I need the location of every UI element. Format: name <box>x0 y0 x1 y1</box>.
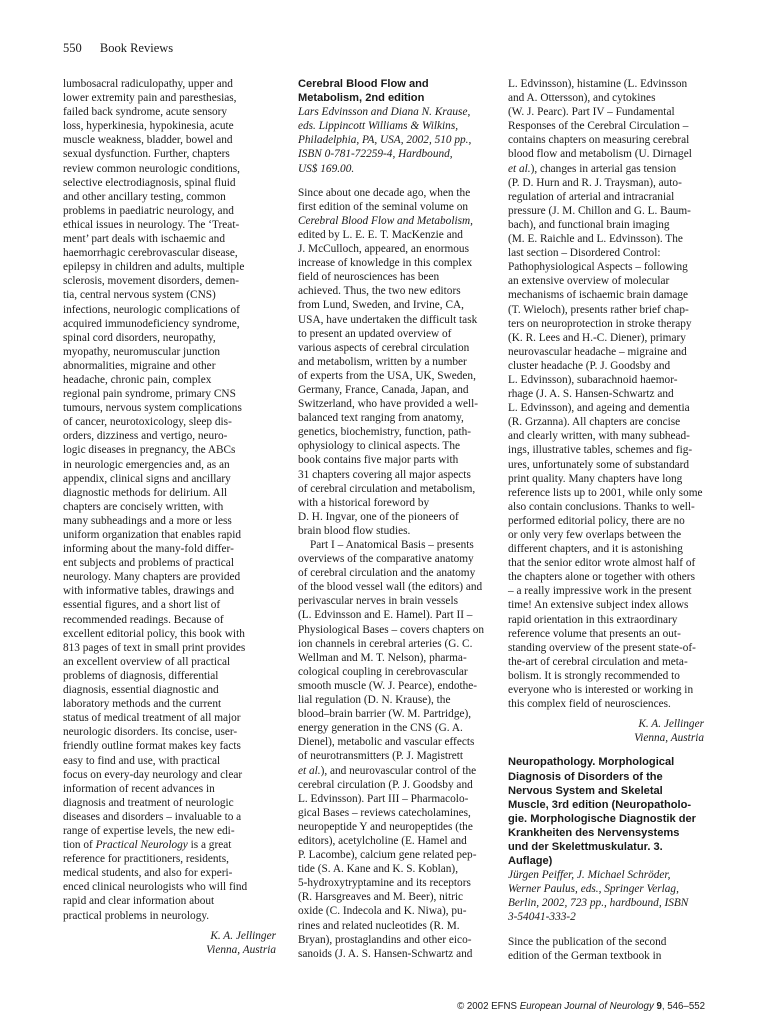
text-line: reference lists up to 2001, while only some <box>508 486 703 499</box>
text-line: Pathophysiological Aspects – following <box>508 261 688 274</box>
text-line: sclerosis, movement disorders, demen- <box>63 275 240 288</box>
text-line: tion of Practical Neurology is a great <box>63 839 232 852</box>
reviewer-signature <box>63 929 276 957</box>
text-line: of cerebral circulation and the anatomy <box>298 567 476 580</box>
text-line: increase of knowledge in this complex <box>298 257 473 270</box>
text-line: muscle weakness, bladder, bowel and <box>63 134 233 147</box>
text-line: epilepsy in children and adults, multiple <box>63 261 245 274</box>
text-line: excellent editorial policy, this book with <box>63 627 245 640</box>
text-line: Nervous System and Skeletal <box>508 784 663 797</box>
text-line: (W. J. Pearc). Part IV – Fundamental <box>508 106 675 119</box>
review-body <box>298 778 488 961</box>
text-line: ters on neuroprotection in stroke therapy <box>508 317 692 330</box>
text-line: from Lund, Sweden, and Irvine, CA, <box>298 299 464 312</box>
text-line: USA, have undertaken the difficult task <box>298 313 478 326</box>
reviewer-place: Vienna, Austria <box>634 732 704 745</box>
text-line: ISBN 0-781-72259-4, Hardbound, <box>298 148 453 161</box>
page-number: 550 <box>63 41 82 55</box>
text-line: focus on every-day neurology and clear <box>63 768 243 781</box>
text-line: medical students, and also for experi- <box>63 867 233 880</box>
text-line: lower extremity pain and paresthesias, <box>63 92 237 105</box>
text-line: ures, unfortunately some of substandard <box>508 458 690 471</box>
text-line: cological coupling in cerebrovascular <box>298 665 468 678</box>
text-line: acquired immunodeficiency syndrome, <box>63 317 240 330</box>
text-line: Philadelphia, PA, USA, 2002, 510 pp., <box>298 134 472 147</box>
text-line: Metabolism, 2nd edition <box>298 92 425 105</box>
text-line: US$ 169.00. <box>298 162 355 175</box>
text-line: ment’ part deals with ischaemic and <box>63 233 225 246</box>
text-line: essential figures, and a short list of <box>63 599 221 612</box>
text-line: easy to find and use, with practical <box>63 754 221 767</box>
reviewer-name: K. A. Jellinger <box>210 929 276 942</box>
reviewer-signature <box>508 717 704 745</box>
text-line: selective electrodiagnosis, spinal fluid <box>63 176 236 189</box>
text-line: sanoids (J. A. S. Hansen-Schwartz and <box>298 947 473 960</box>
text-line: Cerebral Blood Flow and <box>298 78 429 90</box>
text-line: overviews of the comparative anatomy <box>298 553 474 566</box>
text-line: bolism. It is strongly recommended to <box>508 669 680 682</box>
text-line: Muscle, 3rd edition (Neuropatholo- <box>508 798 692 811</box>
text-line: review common neurologic conditions, <box>63 162 240 175</box>
review-body <box>298 552 488 763</box>
text-line: Germany, France, Canada, Japan, and <box>298 383 469 396</box>
text-line: und der Skelettmuskulatur. 3. <box>508 840 663 853</box>
text-line: cluster headache (P. J. Goodsby and <box>508 359 671 372</box>
text-line: 31 chapters covering all major aspects <box>298 468 471 481</box>
text-line: neuropeptide Y and neuropeptides (the <box>298 820 473 833</box>
text-line: regulation of arterial and intracranial <box>508 190 675 203</box>
column-1 <box>63 77 276 957</box>
text-line: 813 pages of text in small print provides <box>63 641 246 654</box>
text-line: recommended readings. Because of <box>63 613 224 626</box>
text-line: Diagnosis of Disorders of the <box>508 770 663 783</box>
text-line: the chapters alone or together with others <box>508 571 695 584</box>
text-line: ings, illustrative tables, schemes and fig- <box>508 444 693 457</box>
text-line: Wellman and M. T. Nelson), pharma- <box>298 651 467 664</box>
text-line: practical problems in neurology. <box>63 909 210 922</box>
book-title-inline: Cerebral Blood Flow and Metabolism, <box>298 214 473 227</box>
review-body <box>508 77 704 162</box>
text-line: rhage (J. A. S. Hansen-Schwartz and <box>508 388 674 401</box>
text-line: genetics, biochemistry, function, path- <box>298 426 472 439</box>
text-line: blood–brain barrier (W. M. Partridge), <box>298 708 472 721</box>
book-meta <box>508 868 704 924</box>
text-line: the-art of cerebral circulation and meta- <box>508 655 688 668</box>
text-line: infections, neurologic complications of <box>63 303 240 316</box>
text-line: rapid and clear information about <box>63 895 215 908</box>
text-line: reference for practitioners, residents, <box>63 853 229 866</box>
text-line: pressure (J. M. Chillon and G. L. Baum- <box>508 204 691 217</box>
text-line: Since about one decade ago, when the <box>298 186 471 199</box>
text-line: blood flow and metabolism (U. Dirnagel <box>508 148 692 161</box>
text-line: of cerebral circulation and metabolism, <box>298 482 476 495</box>
page-range: , 546–552 <box>661 1001 705 1012</box>
volume: 9 <box>653 1001 662 1012</box>
text-line: edited by L. E. E. T. MacKenzie and <box>298 228 463 241</box>
text-line: L. Edvinsson). Part III – Pharmacolo- <box>298 792 469 805</box>
text-line: Jürgen Peiffer, J. Michael Schröder, <box>508 869 671 882</box>
copyright: © 2002 EFNS <box>457 1001 520 1012</box>
text-line: et al.), changes in arterial gas tension <box>508 162 677 175</box>
page-footer <box>457 1001 705 1012</box>
text-line: everyone who is interested or working in <box>508 684 694 697</box>
text-line: myopathy, neuromuscular junction <box>63 345 221 358</box>
text-line: problems in paediatric neurology, and <box>63 204 234 217</box>
text-line: uniform organization that enables rapid <box>63 529 241 541</box>
text-line: ent subjects and problems of practical <box>63 557 234 570</box>
text-line: and metabolism, written by a number <box>298 355 467 368</box>
text-line: and A. Ottersson), and cytokines <box>508 92 656 105</box>
text-line: loss, hyperkinesia, hypokinesia, acute <box>63 120 234 133</box>
review-1-tail <box>63 852 276 922</box>
text-line: performed editorial policy, there are no <box>508 514 685 527</box>
text-line: bach), and functional brain imaging <box>508 218 670 231</box>
review-body <box>298 186 488 214</box>
text-line: with a historical foreword by <box>298 496 430 509</box>
text-line: perivascular nerves in brain vessels <box>298 595 458 608</box>
text-line: enced clinical neurologists who will find <box>63 881 248 894</box>
text-line: eds. Lippincott Williams & Wilkins, <box>298 120 459 133</box>
text-line: of the blood vessel wall (the editors) and <box>298 581 483 594</box>
text-line: brain blood flow studies. <box>298 524 411 537</box>
text-line: editors), acetylcholine (E. Hamel and <box>298 834 467 847</box>
text-line: Werner Paulus, eds., Springer Verlag, <box>508 883 679 896</box>
text-line: Bryan), prostaglandins and other eico- <box>298 933 472 946</box>
text-line: – a really impressive work in the present <box>508 585 692 598</box>
text-line: or only very few overlaps between the <box>508 529 682 541</box>
text-line: contains chapters on measuring cerebral <box>508 134 690 147</box>
text-line: problems of diagnosis, differential <box>63 669 219 682</box>
text-line: logic diseases in pregnancy, the ABCs <box>63 444 236 457</box>
text-line: first edition of the seminal volume on <box>298 200 469 213</box>
text-line: (R. Harsgreaves and M. Beer), nitric <box>298 891 464 904</box>
text-line: neurologic disorders. Its concise, user- <box>63 726 238 739</box>
text-line: Auflage) <box>508 855 553 868</box>
text-line: diagnosis and treatment of neurologic <box>63 796 234 809</box>
review-body <box>508 935 704 963</box>
book-title <box>508 755 704 868</box>
text-line: regional pain syndrome, primary CNS <box>63 388 236 401</box>
text-line: last section – Disordered Control: <box>508 247 661 260</box>
text-line: Switzerland, who have provided a well- <box>298 398 479 411</box>
review-body <box>508 176 704 712</box>
book-title <box>298 77 488 105</box>
text-line: (P. D. Hurn and R. J. Traysman), auto- <box>508 176 682 189</box>
text-line: tide (S. A. Kane and K. S. Koblan), <box>298 863 459 876</box>
text-line: and other ancillary testing, common <box>63 190 226 203</box>
text-line: D. H. Ingvar, one of the pioneers of <box>298 510 459 523</box>
text-line: tia, central nervous system (CNS) <box>63 289 216 302</box>
text-line: (K. R. Lees and H.-C. Diener), primary <box>508 331 686 344</box>
text-line: spinal cord disorders, neuropathy, <box>63 331 216 344</box>
paragraph-start: Part I – Anatomical Basis – presents <box>310 539 474 551</box>
text-line: appendix, clinical signs and ancillary <box>63 472 231 485</box>
text-line: oxide (C. Indecola and K. Niwa), pu- <box>298 905 467 918</box>
text-line: mechanisms of ischaemic brain damage <box>508 289 689 302</box>
text-line: ophysiology to clinical aspects. The <box>298 440 460 453</box>
text-line: P. Lacombe), calcium gene related pep- <box>298 849 477 862</box>
text-line: sexual dysfunction. Further, chapters <box>63 148 230 161</box>
review-1-continuation <box>63 77 276 838</box>
running-head <box>63 41 173 56</box>
text-line: range of expertise levels, the new edi- <box>63 824 235 837</box>
text-line: balanced text ranging from anatomy, <box>298 412 464 425</box>
text-line: chapters are concisely written, with <box>63 500 224 513</box>
text-line: L. Edvinsson), histamine (L. Edvinsson <box>508 78 688 90</box>
text-line: abnormalities, migraine and other <box>63 359 216 372</box>
text-line: diseases and disorders – invaluable to a <box>63 810 242 823</box>
text-line: headache, chronic pain, complex <box>63 373 212 386</box>
text-line: various aspects of cerebral circulation <box>298 341 470 354</box>
text-line: of neurotransmitters (P. J. Magistrett <box>298 750 464 763</box>
text-line: ion channels in cerebral arteries (G. C. <box>298 637 473 650</box>
text-line: L. Edvinsson), subarachnoid haemor- <box>508 373 678 386</box>
text-line: neurovascular headache – migraine and <box>508 345 687 358</box>
text-line: haemorrhagic cerebrovascular disease, <box>63 247 238 260</box>
text-line: rines and related nucleotides (R. M. <box>298 919 460 932</box>
text-line: of experts from the USA, UK, Sweden, <box>298 369 476 382</box>
text-line: (L. Edvinsson and E. Hamel). Part II – <box>298 609 473 622</box>
text-line: reference volume that presents an out- <box>508 627 681 640</box>
text-line: achieved. Thus, the two new editors <box>298 285 461 298</box>
text-line: lial regulation (D. N. Krause), the <box>298 694 451 707</box>
text-line: diagnosis, essential diagnostic and <box>63 684 219 697</box>
text-line: Neuropathology. Morphological <box>508 756 675 769</box>
reviewer-place: Vienna, Austria <box>206 943 276 956</box>
text-line: Since the publication of the second <box>508 935 667 948</box>
text-line: to present an updated overview of <box>298 327 452 340</box>
text-line: tumours, nervous system complications <box>63 402 242 415</box>
text-line: lumbosacral radiculopathy, upper and <box>63 78 233 90</box>
text-line: energy generation in the CNS (G. A. <box>298 722 463 735</box>
text-line: Krankheiten des Nervensystems <box>508 826 680 839</box>
text-line: with informative tables, drawings and <box>63 585 234 598</box>
reviewer-name: K. A. Jellinger <box>638 718 704 731</box>
text-line: 3-54041-333-2 <box>508 911 576 924</box>
text-line: cerebral circulation (P. J. Goodsby and <box>298 778 473 791</box>
text-line: (R. Grzanna). All chapters are concise <box>508 416 681 429</box>
text-line: friendly outline format makes key facts <box>63 740 241 753</box>
text-line: information of recent advances in <box>63 782 215 795</box>
text-line: and clearly written, with many subhead- <box>508 430 690 443</box>
text-line: (M. E. Raichle and L. Edvinsson). The <box>508 233 683 246</box>
review-body <box>298 228 488 538</box>
text-line: of cancer, neurotoxicology, sleep dis- <box>63 416 232 429</box>
text-line: J. McCulloch, appeared, an enormous <box>298 243 469 256</box>
text-line: Lars Edvinsson and Diana N. Krause, <box>298 106 471 119</box>
text-line: field of neurosciences has been <box>298 271 440 284</box>
text-line: status of medical treatment of all major <box>63 712 241 725</box>
text-line: an extensive overview of molecular <box>508 275 670 288</box>
journal-title: Practical Neurology <box>95 839 188 852</box>
text-line: this complex field of neurosciences. <box>508 698 671 711</box>
text-line: et al.), and neurovascular control of the <box>298 764 477 777</box>
text-line: diagnostic methods for delirium. All <box>63 486 228 499</box>
text-line: laboratory methods and the current <box>63 698 222 711</box>
text-line: Dienel), metabolic and vascular effects <box>298 736 475 749</box>
text-line: ethical issues in neurology. The ‘Treat- <box>63 218 240 231</box>
text-line: L. Edvinsson), and ageing and dementia <box>508 402 690 415</box>
text-line: in neurologic emergencies and, as an <box>63 458 230 471</box>
text-line: gie. Morphologische Diagnostik der <box>508 812 696 825</box>
text-line: failed back syndrome, acute sensory <box>63 106 228 119</box>
text-line: time! An extensive subject index allows <box>508 599 689 612</box>
text-line: that the senior editor wrote almost half of <box>508 557 696 570</box>
text-line: Responses of the Cerebral Circulation – <box>508 120 689 133</box>
text-line: edition of the German textbook in <box>508 949 662 962</box>
column-2 <box>298 77 488 961</box>
text-line: standing overview of the present state-of- <box>508 641 696 654</box>
text-line: book contains five major parts with <box>298 454 459 467</box>
text-line: rapid orientation in this extraordinary <box>508 613 678 626</box>
book-meta <box>298 105 488 175</box>
text-line: Berlin, 2002, 723 pp., hardbound, ISBN <box>508 897 689 910</box>
text-line: different chapters, and it is astonishing <box>508 543 683 556</box>
text-line: (T. Wieloch), presents rather brief chap- <box>508 303 689 316</box>
section-title: Book Reviews <box>99 41 174 55</box>
text-line: also contain conclusions. Thanks to well- <box>508 500 695 513</box>
text-line: Physiological Bases – covers chapters on <box>298 623 485 636</box>
text-line: orders, dizziness and vertigo, neuro- <box>63 430 228 443</box>
column-3 <box>508 77 704 963</box>
text-line: 5-hydroxytryptamine and its receptors <box>298 877 471 890</box>
text-line: print quality. Many chapters have long <box>508 472 683 485</box>
text-line: informing about the many-fold differ- <box>63 543 234 556</box>
text-line: smooth muscle (W. J. Pearce), endothe- <box>298 679 478 692</box>
text-line <box>298 214 488 228</box>
text-line: an excellent overview of all practical <box>63 655 231 668</box>
text-line: neurology. Many chapters are provided <box>63 571 241 584</box>
text-line: gical Bases – reviews catecholamines, <box>298 806 471 819</box>
text-line: many subheadings and a more or less <box>63 514 232 527</box>
journal-name: European Journal of Neurology <box>519 1001 654 1012</box>
